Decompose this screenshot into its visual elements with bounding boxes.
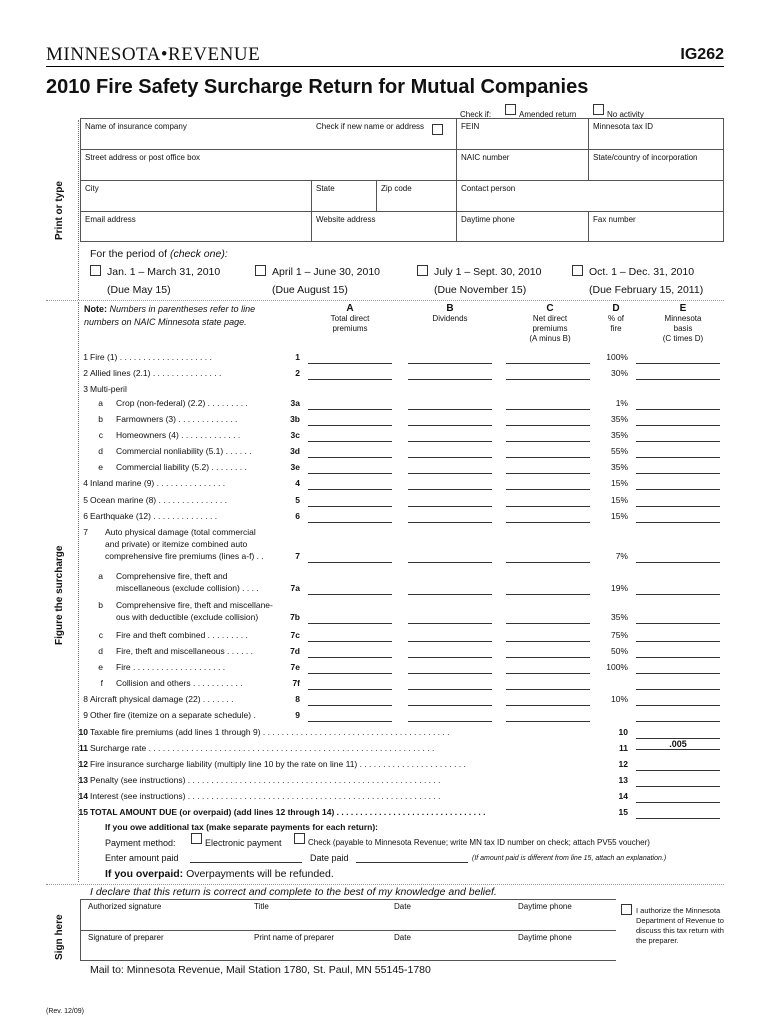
r7-label-3: comprehensive fire premiums (lines a-f) . .	[105, 551, 264, 561]
no-activity-checkbox[interactable]	[593, 104, 604, 115]
r7a-basis-input[interactable]	[636, 594, 720, 595]
row-12-lineno: 12	[618, 759, 628, 769]
r7e-label: Fire . . . . . . . . . . . . . . . . . . . .	[116, 662, 226, 672]
section-divider	[46, 884, 724, 885]
section-divider	[46, 300, 724, 301]
r7d-pct: 50%	[610, 646, 628, 656]
r7-dividends-input[interactable]	[408, 562, 492, 563]
r7a-pct: 19%	[610, 583, 628, 593]
r7c-dividends-input[interactable]	[408, 641, 492, 642]
r3a-premiums-input[interactable]	[308, 409, 392, 410]
r3-label: Multi-peril	[90, 384, 127, 394]
r7b-label-2: ous with deductible (exclude collision)	[116, 612, 259, 622]
no-activity-label: No activity	[607, 110, 644, 119]
website-field[interactable]	[311, 211, 456, 242]
row-14-label: Interest (see instructions) . . . . . . . . . . . . . . . . . . . . . . . . . . . . . . . . . . . . . . . . . . . . . . . . . . . . . .	[90, 791, 441, 801]
r1-dividends-input[interactable]	[408, 363, 492, 364]
r5-premiums-input[interactable]	[308, 506, 392, 507]
note-line-2: numbers on NAIC Minnesota state page.	[84, 317, 247, 327]
r1-num: 1	[83, 352, 88, 362]
r7b-pct: 35%	[610, 612, 628, 622]
period-q2-checkbox[interactable]	[255, 265, 266, 276]
period-q4-checkbox[interactable]	[572, 265, 583, 276]
period-q1-label: Jan. 1 – March 31, 2010	[107, 266, 221, 278]
r3e-label: Commercial liability (5.2) . . . . . . . .	[116, 462, 247, 472]
r3e-dividends-input[interactable]	[408, 473, 492, 474]
r7c-lineno: 7c	[290, 630, 300, 640]
row-15-label: TOTAL AMOUNT DUE (or overpaid) (add lines 12 through 14) . . . . . . . . . . . . . . . . . . . . . . . . . . . . . . . .	[90, 807, 486, 817]
phone-field[interactable]	[456, 211, 588, 242]
r9-lineno: 9	[295, 710, 300, 720]
column-e-header: E Minnesota basis (C times D)	[662, 303, 704, 343]
r3c-pct: 35%	[610, 430, 628, 440]
check-payment-checkbox[interactable]	[294, 833, 305, 844]
r6-dividends-input[interactable]	[408, 522, 492, 523]
r3e-pct: 35%	[610, 462, 628, 472]
r7c-label: Fire and theft combined . . . . . . . . .	[116, 630, 248, 640]
r7b-label-1: Comprehensive fire, theft and miscellane-	[116, 600, 273, 610]
r7b-net-input[interactable]	[506, 623, 590, 624]
r3a-basis-input[interactable]	[636, 409, 720, 410]
column-b-header: B Dividends	[432, 303, 468, 323]
row-10-label: Taxable fire premiums (add lines 1 through 9) . . . . . . . . . . . . . . . . . . . . . . . . . . . . . . . . . . . . . . . .	[90, 727, 450, 737]
r3a-num: a	[98, 398, 103, 408]
email-field[interactable]	[80, 211, 311, 242]
r3d-lineno: 3d	[290, 446, 300, 456]
r5-label: Ocean marine (8) . . . . . . . . . . . . . . .	[90, 495, 227, 505]
page-title: 2010 Fire Safety Surcharge Return for Mutual Companies	[46, 76, 589, 98]
date-field[interactable]: Date	[394, 902, 411, 911]
r1-premiums-input[interactable]	[308, 363, 392, 364]
street-field[interactable]	[80, 149, 456, 180]
r3b-lineno: 3b	[290, 414, 300, 424]
print-section-rule	[78, 120, 79, 300]
r1-net-input[interactable]	[506, 363, 590, 364]
r3b-dividends-input[interactable]	[408, 425, 492, 426]
state-field[interactable]	[311, 180, 376, 211]
r5-pct: 15%	[610, 495, 628, 505]
r7-premiums-input[interactable]	[308, 562, 392, 563]
check-payment-label: Check (payable to Minnesota Revenue; write MN tax ID number on check; attach PV55 voucher)	[308, 838, 650, 847]
r3d-premiums-input[interactable]	[308, 457, 392, 458]
row-13-lineno: 13	[618, 775, 628, 785]
figure-surcharge-label: Figure the surcharge	[54, 545, 65, 645]
electronic-payment-label: Electronic payment	[205, 838, 282, 848]
r3c-basis-input[interactable]	[636, 441, 720, 442]
fax-label: Fax number	[593, 215, 636, 224]
r3e-lineno: 3e	[290, 462, 300, 472]
r3b-num: b	[98, 414, 103, 424]
street-label: Street address or post office box	[85, 153, 201, 162]
r7d-lineno: 7d	[290, 646, 300, 656]
r3e-premiums-input[interactable]	[308, 473, 392, 474]
row-14-num: 14	[78, 791, 88, 801]
company-name-field[interactable]	[80, 118, 456, 149]
r1-lineno: 1	[295, 352, 300, 362]
r7e-pct: 100%	[606, 662, 628, 672]
period-label: For the period of (check one):	[90, 248, 228, 260]
revision-date: (Rev. 12/09)	[46, 1008, 84, 1015]
r2-dividends-input[interactable]	[408, 379, 492, 380]
r7d-basis-input[interactable]	[636, 657, 720, 658]
row-13-label: Penalty (see instructions) . . . . . . . . . . . . . . . . . . . . . . . . . . . . . . . . . . . . . . . . . . . . . . . . . . . . . .	[90, 775, 441, 785]
fein-label: FEIN	[461, 122, 480, 131]
state-country-field[interactable]	[588, 149, 724, 180]
r7f-basis-input[interactable]	[636, 689, 720, 690]
amount-paid-label: Enter amount paid	[105, 853, 179, 863]
r7b-premiums-input[interactable]	[308, 623, 392, 624]
r4-pct: 15%	[610, 478, 628, 488]
r4-label: Inland marine (9) . . . . . . . . . . . . . . .	[90, 478, 226, 488]
r5-num: 5	[83, 495, 88, 505]
period-q2-label: April 1 – June 30, 2010	[272, 266, 380, 278]
period-q1-due: (Due May 15)	[107, 284, 171, 296]
r3c-num: c	[98, 430, 103, 440]
r7f-premiums-input[interactable]	[308, 689, 392, 690]
overpaid-note: If you overpaid: Overpayments will be refunded.	[105, 868, 334, 880]
period-q4-label: Oct. 1 – Dec. 31, 2010	[589, 266, 695, 278]
r9-net-input[interactable]	[506, 721, 590, 722]
r7-label-1: Auto physical damage (total commercial	[105, 527, 256, 537]
r7b-num: b	[98, 600, 103, 610]
r7a-dividends-input[interactable]	[408, 594, 492, 595]
mn-tax-id-label: Minnesota tax ID	[593, 122, 654, 131]
company-name-label: Name of insurance company	[85, 122, 187, 131]
date-paid-label: Date paid	[310, 853, 349, 863]
r3c-dividends-input[interactable]	[408, 441, 492, 442]
r6-premiums-input[interactable]	[308, 522, 392, 523]
r2-premiums-input[interactable]	[308, 379, 392, 380]
r8-dividends-input[interactable]	[408, 705, 492, 706]
r4-basis-input[interactable]	[636, 489, 720, 490]
r7-num: 7	[83, 527, 88, 537]
r2-lineno: 2	[295, 368, 300, 378]
r7-label-2: and private) or itemize combined auto	[105, 539, 248, 549]
r7d-dividends-input[interactable]	[408, 657, 492, 658]
r3-num: 3	[83, 384, 88, 394]
fein-field[interactable]	[456, 118, 588, 149]
new-name-checkbox[interactable]	[432, 124, 443, 135]
r7e-net-input[interactable]	[506, 673, 590, 674]
r7f-label: Collision and others . . . . . . . . . . .	[116, 678, 243, 688]
naic-label: NAIC number	[461, 153, 510, 162]
r7d-label: Fire, theft and miscellaneous . . . . . .	[116, 646, 254, 656]
r3c-label: Homeowners (4) . . . . . . . . . . . . .	[116, 430, 241, 440]
r7d-premiums-input[interactable]	[308, 657, 392, 658]
r7b-lineno: 7b	[290, 612, 300, 622]
r7e-basis-input[interactable]	[636, 673, 720, 674]
r2-net-input[interactable]	[506, 379, 590, 380]
r3d-dividends-input[interactable]	[408, 457, 492, 458]
contact-field[interactable]	[456, 180, 724, 211]
r4-num: 4	[83, 478, 88, 488]
r5-basis-input[interactable]	[636, 506, 720, 507]
row-14-lineno: 14	[618, 791, 628, 801]
r5-net-input[interactable]	[506, 506, 590, 507]
r8-num: 8	[83, 694, 88, 704]
amended-return-label: Amended return	[519, 110, 577, 119]
authorize-checkbox[interactable]	[621, 904, 632, 915]
row-11-lineno: 11	[619, 743, 628, 753]
r7c-num: c	[98, 630, 103, 640]
r6-label: Earthquake (12) . . . . . . . . . . . . . .	[90, 511, 218, 521]
r7a-net-input[interactable]	[506, 594, 590, 595]
r7f-num: f	[100, 678, 103, 688]
r7-lineno: 7	[295, 551, 300, 561]
website-label: Website address	[316, 215, 376, 224]
preparer-date-field[interactable]: Date	[394, 933, 411, 942]
r9-num: 9	[83, 710, 88, 720]
column-a-header: A Total direct premiums	[330, 303, 370, 333]
r3a-label: Crop (non-federal) (2.2) . . . . . . . . .	[116, 398, 248, 408]
print-or-type-label: Print or type	[54, 181, 65, 240]
r8-net-input[interactable]	[506, 705, 590, 706]
r3c-lineno: 3c	[290, 430, 300, 440]
r3a-lineno: 3a	[290, 398, 300, 408]
r3a-dividends-input[interactable]	[408, 409, 492, 410]
r6-num: 6	[83, 511, 88, 521]
r9-premiums-input[interactable]	[308, 721, 392, 722]
period-q3-due: (Due November 15)	[434, 284, 527, 296]
naic-field[interactable]	[456, 149, 588, 180]
r8-premiums-input[interactable]	[308, 705, 392, 706]
r3d-num: d	[98, 446, 103, 456]
phone-label: Daytime phone	[461, 215, 515, 224]
r2-label: Allied lines (2.1) . . . . . . . . . . . . . . .	[90, 368, 222, 378]
sign-here-label: Sign here	[54, 914, 65, 960]
period-q1-checkbox[interactable]	[90, 265, 101, 276]
r3b-basis-input[interactable]	[636, 425, 720, 426]
r8-label: Aircraft physical damage (22) . . . . . . .	[90, 694, 234, 704]
r7f-net-input[interactable]	[506, 689, 590, 690]
r9-basis-input[interactable]	[636, 721, 720, 722]
r4-net-input[interactable]	[506, 489, 590, 490]
row-15-lineno: 15	[618, 807, 628, 817]
period-q3-label: July 1 – Sept. 30, 2010	[434, 266, 542, 278]
preparer-name-field[interactable]: Print name of preparer	[254, 933, 335, 942]
r7e-dividends-input[interactable]	[408, 673, 492, 674]
r3d-net-input[interactable]	[506, 457, 590, 458]
zip-label: Zip code	[381, 184, 412, 193]
electronic-payment-checkbox[interactable]	[191, 833, 202, 844]
r3b-net-input[interactable]	[506, 425, 590, 426]
column-d-header: D % of fire	[607, 303, 624, 333]
period-q4-due: (Due February 15, 2011)	[589, 284, 704, 296]
r7c-basis-input[interactable]	[636, 641, 720, 642]
r7c-pct: 75%	[610, 630, 628, 640]
city-field[interactable]	[80, 180, 311, 211]
header-rule	[46, 66, 724, 67]
preparer-phone-field[interactable]: Daytime phone	[518, 933, 572, 942]
state-label: State	[316, 184, 335, 193]
r1-pct: 100%	[606, 352, 628, 362]
period-q2-due: (Due August 15)	[272, 284, 348, 296]
r6-basis-input[interactable]	[636, 522, 720, 523]
authorized-signature-field[interactable]: Authorized signature	[88, 902, 162, 911]
r7d-net-input[interactable]	[506, 657, 590, 658]
r1-basis-input[interactable]	[636, 363, 720, 364]
date-paid-input[interactable]	[356, 862, 468, 863]
r7b-basis-input[interactable]	[636, 623, 720, 624]
row-14-input[interactable]	[636, 802, 720, 803]
r2-num: 2	[83, 368, 88, 378]
daytime-phone-field[interactable]: Daytime phone	[518, 902, 572, 911]
r3a-net-input[interactable]	[506, 409, 590, 410]
amended-return-checkbox[interactable]	[505, 104, 516, 115]
authorize-text: I authorize the Minnesota Department of Revenue to discuss this tax return with the preparer.	[636, 906, 724, 945]
r7d-num: d	[98, 646, 103, 656]
row-12-input[interactable]	[636, 770, 720, 771]
r7-net-input[interactable]	[506, 562, 590, 563]
r3e-basis-input[interactable]	[636, 473, 720, 474]
r3e-num: e	[98, 462, 103, 472]
declaration: I declare that this return is correct and complete to the best of my knowledge and belief.	[90, 886, 497, 898]
r4-dividends-input[interactable]	[408, 489, 492, 490]
r3d-pct: 55%	[610, 446, 628, 456]
sign-grid-mid	[80, 930, 616, 931]
r7a-num: a	[98, 571, 103, 581]
preparer-signature-field[interactable]: Signature of preparer	[88, 933, 164, 942]
r3b-label: Farmowners (3) . . . . . . . . . . . . .	[116, 414, 238, 424]
surcharge-rate-value: .005	[636, 739, 720, 750]
r7a-premiums-input[interactable]	[308, 594, 392, 595]
mn-tax-id-field[interactable]	[588, 118, 724, 149]
row-10-num: 10	[78, 727, 88, 737]
zip-field[interactable]	[376, 180, 456, 211]
r4-premiums-input[interactable]	[308, 489, 392, 490]
r7a-label-2: miscellaneous (exclude collision) . . . .	[116, 583, 259, 593]
r7f-lineno: 7f	[292, 678, 300, 688]
mail-to-address: Mail to: Minnesota Revenue, Mail Station 1780, St. Paul, MN 55145-1780	[90, 964, 431, 976]
r3d-label: Commercial nonliability (5.1) . . . . . .	[116, 446, 252, 456]
r7-pct: 7%	[615, 551, 628, 561]
r2-pct: 30%	[610, 368, 628, 378]
column-c-header: C Net direct premiums (A minus B)	[529, 303, 571, 343]
row-15-num: 15	[78, 807, 88, 817]
row-12-label: Fire insurance surcharge liability (multiply line 10 by the rate on line 11) . . . . . . . . . . . . . . . . . . . . . . .	[90, 759, 466, 769]
r6-pct: 15%	[610, 511, 628, 521]
row-10-lineno: 10	[618, 727, 628, 737]
r3b-premiums-input[interactable]	[308, 425, 392, 426]
r7-basis-input[interactable]	[636, 562, 720, 563]
state-country-label: State/country of incorporation	[593, 153, 698, 162]
r7e-premiums-input[interactable]	[308, 673, 392, 674]
email-label: Email address	[85, 215, 136, 224]
r7c-premiums-input[interactable]	[308, 641, 392, 642]
r3e-net-input[interactable]	[506, 473, 590, 474]
r3c-premiums-input[interactable]	[308, 441, 392, 442]
check-if-label: Check if:	[460, 110, 492, 119]
r3a-pct: 1%	[615, 398, 628, 408]
title-field[interactable]: Title	[254, 902, 269, 911]
r3c-net-input[interactable]	[506, 441, 590, 442]
brand-logo: MINNESOTA•REVENUE	[46, 44, 261, 65]
r9-label: Other fire (itemize on a separate schedule) .	[90, 710, 256, 720]
r7e-lineno: 7e	[290, 662, 300, 672]
row-15-input[interactable]	[636, 818, 720, 819]
row-12-num: 12	[78, 759, 88, 769]
amount-paid-input[interactable]	[190, 862, 302, 863]
r2-basis-input[interactable]	[636, 379, 720, 380]
row-13-num: 13	[78, 775, 88, 785]
r1-label: Fire (1) . . . . . . . . . . . . . . . . . . . .	[90, 352, 212, 362]
r5-dividends-input[interactable]	[408, 506, 492, 507]
note-line-1: Note: Numbers in parentheses refer to line	[84, 304, 256, 314]
owe-heading: If you owe additional tax (make separate payments for each return):	[105, 822, 379, 832]
r3b-pct: 35%	[610, 414, 628, 424]
r8-basis-input[interactable]	[636, 705, 720, 706]
r7e-num: e	[98, 662, 103, 672]
r4-lineno: 4	[295, 478, 300, 488]
r5-lineno: 5	[295, 495, 300, 505]
row-11-num: 11	[79, 743, 88, 753]
r8-lineno: 8	[295, 694, 300, 704]
r7c-net-input[interactable]	[506, 641, 590, 642]
r7f-dividends-input[interactable]	[408, 689, 492, 690]
r7a-label-1: Comprehensive fire, theft and	[116, 571, 228, 581]
amount-diff-note: (If amount paid is different from line 15, attach an explanation.)	[472, 855, 667, 862]
row-11-label: Surcharge rate . . . . . . . . . . . . . . . . . . . . . . . . . . . . . . . . . . . . . . . . . . . . . . . . . . . . . . . . . . . . .	[90, 743, 435, 753]
r6-net-input[interactable]	[506, 522, 590, 523]
r7b-dividends-input[interactable]	[408, 623, 492, 624]
payment-method-label: Payment method:	[105, 838, 176, 848]
r7a-lineno: 7a	[290, 583, 300, 593]
city-label: City	[85, 184, 99, 193]
row-13-input[interactable]	[636, 786, 720, 787]
contact-label: Contact person	[461, 184, 516, 193]
period-q3-checkbox[interactable]	[417, 265, 428, 276]
r3d-basis-input[interactable]	[636, 457, 720, 458]
form-number: IG262	[680, 46, 724, 63]
r6-lineno: 6	[295, 511, 300, 521]
r9-dividends-input[interactable]	[408, 721, 492, 722]
fax-field[interactable]	[588, 211, 724, 242]
r8-pct: 10%	[610, 694, 628, 704]
new-name-label: Check if new name or address	[316, 122, 425, 131]
